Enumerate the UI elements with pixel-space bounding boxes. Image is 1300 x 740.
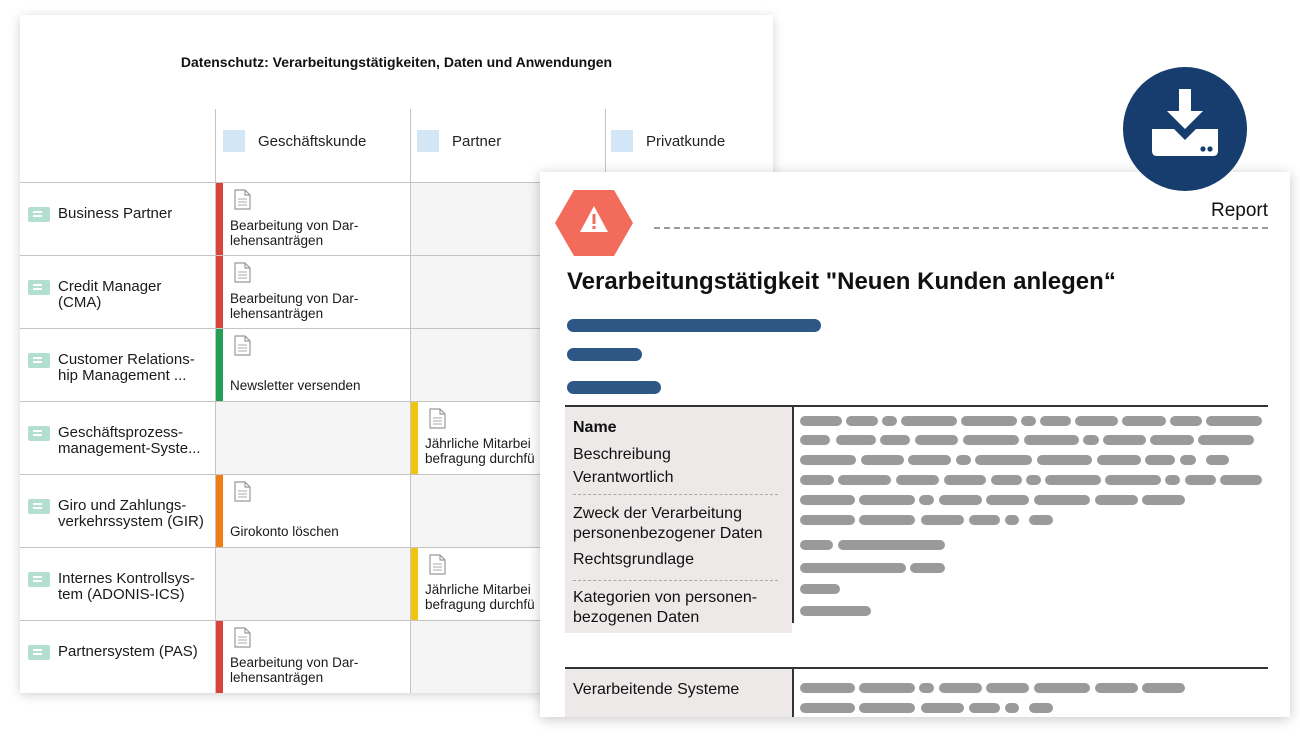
text-placeholder [1097,455,1141,465]
activity-text[interactable]: Jährliche Mitarbei befragung durchfü [425,436,535,466]
text-placeholder [880,435,910,445]
application-icon [28,207,50,222]
row-label-giro[interactable] [28,498,216,530]
text-placeholder [969,515,1000,525]
text-placeholder [1105,475,1161,485]
text-placeholder [1021,416,1036,426]
text-placeholder [969,703,1000,713]
application-icon [28,426,50,441]
text-placeholder [800,416,842,426]
field-separator [573,494,778,495]
text-placeholder [800,515,855,525]
text-placeholder [800,703,855,713]
text-placeholder [836,435,876,445]
application-icon [28,572,50,587]
field-separator [573,580,778,581]
report-card [540,172,1290,717]
warning-hexagon-icon [554,188,634,258]
text-placeholder [944,475,986,485]
activity-text[interactable]: Bearbeitung von Dar- lehensanträgen [230,218,359,248]
column-header-label: Partner [452,132,502,150]
text-placeholder [859,515,915,525]
column-header-label: Privatkunde [646,132,726,150]
activity-text[interactable]: Girokonto löschen [230,524,339,539]
row-label-internes-kontrollsystem[interactable] [28,571,216,603]
application-icon [28,645,50,660]
text-placeholder [986,683,1029,693]
row-label-crm[interactable] [28,352,216,384]
status-bar [411,548,418,620]
row-label-geschaeftsprozess[interactable] [28,425,216,457]
text-placeholder [1034,683,1090,693]
activity-text[interactable]: Bearbeitung von Dar- lehensanträgen [230,655,359,685]
row-label-text: Business Partner [58,205,173,222]
activity-text[interactable]: Newsletter versenden [230,378,361,393]
text-placeholder [1170,416,1202,426]
column-header-label: Geschäftskunde [258,132,367,150]
column-divider [792,669,794,717]
text-placeholder [1024,435,1079,445]
text-placeholder [975,455,1032,465]
text-placeholder [1005,515,1019,525]
text-placeholder [882,416,897,426]
text-placeholder [956,455,971,465]
application-icon [28,499,50,514]
text-placeholder [1075,416,1118,426]
text-placeholder [939,683,982,693]
application-icon [28,280,50,295]
text-placeholder [1220,475,1262,485]
text-placeholder [919,683,934,693]
text-placeholder [1180,455,1196,465]
activity-text[interactable]: Bearbeitung von Dar- lehensanträgen [230,291,359,321]
text-placeholder-bar [567,381,661,394]
text-placeholder [986,495,1029,505]
status-bar [411,402,418,474]
text-placeholder [1034,495,1090,505]
text-placeholder [1122,416,1166,426]
text-placeholder [1142,683,1185,693]
text-placeholder [939,495,982,505]
field-label-systeme: Verarbeitende Systeme [573,681,740,698]
text-placeholder [859,703,915,713]
text-placeholder [800,540,833,550]
category-swatch [417,130,439,152]
status-bar [216,329,223,401]
status-bar [216,621,223,693]
document-icon [429,408,446,429]
text-placeholder [1165,475,1180,485]
row-label-text: Customer Relations- hip Management ... [58,351,195,384]
report-label: Report [1210,200,1268,221]
text-placeholder [921,703,964,713]
header-divider [654,227,1268,229]
text-placeholder [1040,416,1071,426]
text-placeholder [800,563,906,573]
row-label-partnersystem[interactable] [28,644,216,660]
row-label-text: Partnersystem (PAS) [58,643,198,660]
text-placeholder [963,435,1019,445]
field-label-kategorien: Kategorien von personen- bezogenen Daten [573,589,758,626]
application-icon [28,353,50,368]
column-header-privatkunde[interactable] [611,128,725,154]
text-placeholder [838,475,891,485]
text-placeholder [921,515,964,525]
document-icon [234,627,251,648]
text-placeholder [859,683,915,693]
text-placeholder [1206,416,1262,426]
empty-cell [216,402,410,474]
text-placeholder [1142,495,1185,505]
text-placeholder-bar [567,348,642,361]
text-placeholder [908,455,951,465]
text-placeholder [1026,475,1041,485]
download-icon [1150,89,1220,169]
column-header-partner[interactable] [417,128,501,154]
row-label-text: Credit Manager (CMA) [58,278,162,311]
text-placeholder [861,455,904,465]
text-placeholder [1206,455,1229,465]
category-swatch [223,130,245,152]
text-placeholder [910,563,945,573]
text-placeholder [961,416,1017,426]
text-placeholder [991,475,1022,485]
status-bar [216,256,223,328]
text-placeholder [1198,435,1254,445]
text-placeholder [1095,683,1138,693]
document-icon [234,481,251,502]
text-placeholder [1005,703,1019,713]
document-icon [234,262,251,283]
text-placeholder [1037,455,1092,465]
text-placeholder [1145,455,1175,465]
text-placeholder [800,435,830,445]
text-placeholder [896,475,939,485]
matrix-title: Datenschutz: Verarbeitungstätigkeiten, Daten und Anwendungen [180,54,613,70]
empty-cell [216,548,410,620]
text-placeholder [919,495,934,505]
text-placeholder [1029,515,1053,525]
field-label-verantwortlich: Verantwortlich [573,469,674,486]
text-placeholder [800,455,856,465]
document-icon [234,189,251,210]
text-placeholder [1045,475,1101,485]
document-icon [234,335,251,356]
text-placeholder [838,540,945,550]
report-title: Verarbeitungstätigkeit "Neuen Kunden anlegen“ [567,268,1116,295]
activity-text[interactable]: Jährliche Mitarbei befragung durchfü [425,582,535,612]
column-header-geschaeftskunde[interactable] [223,128,366,154]
text-placeholder [901,416,957,426]
text-placeholder [859,495,915,505]
text-placeholder [1083,435,1099,445]
text-placeholder [1095,495,1138,505]
row-label-business-partner[interactable] [28,206,216,222]
status-bar [216,475,223,547]
field-label-zweck: Zweck der Verarbeitung personenbezogener Daten [573,505,763,542]
text-placeholder [800,683,855,693]
column-divider [792,407,794,623]
text-placeholder [800,606,871,616]
row-label-credit-manager[interactable] [28,279,216,311]
text-placeholder [846,416,878,426]
text-placeholder [800,495,855,505]
category-swatch [611,130,633,152]
status-bar [216,183,223,255]
row-label-text: Internes Kontrollsys- tem (ADONIS-ICS) [58,570,195,603]
row-label-text: Giro und Zahlungs- verkehrssystem (GIR) [58,497,204,530]
text-placeholder [1185,475,1216,485]
field-label-name: Name [573,419,617,436]
text-placeholder [915,435,958,445]
field-label-rechtsgrundlage: Rechtsgrundlage [573,551,694,568]
document-icon [429,554,446,575]
row-label-text: Geschäftsprozess- management-Syste... [58,424,201,457]
field-label-beschreibung: Beschreibung [573,446,671,463]
text-placeholder [1150,435,1194,445]
text-placeholder-bar [567,319,821,332]
download-button[interactable] [1123,67,1247,191]
text-placeholder [1029,703,1053,713]
text-placeholder [1103,435,1146,445]
text-placeholder [800,475,834,485]
text-placeholder [800,584,840,594]
